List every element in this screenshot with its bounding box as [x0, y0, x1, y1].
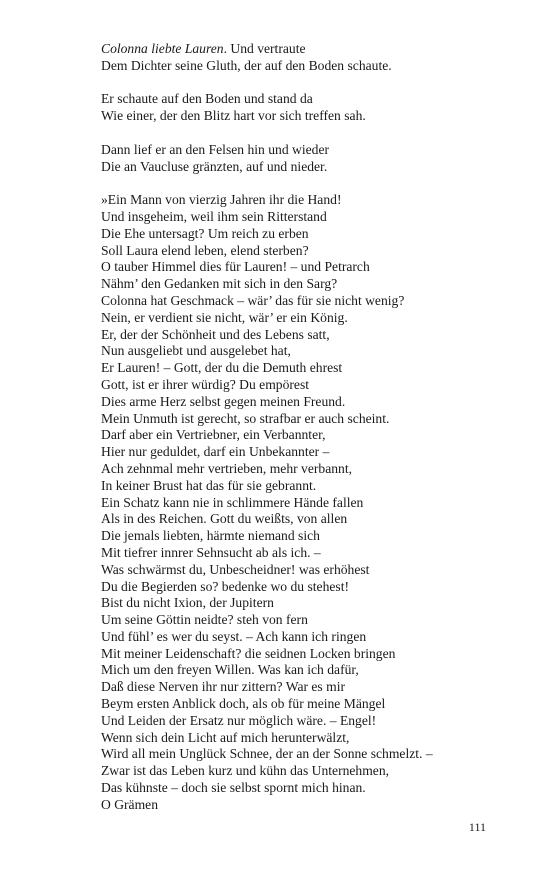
poem-line: Die Ehe untersagt? Um reich zu erben — [101, 225, 309, 241]
poem-line: Wenn sich dein Licht auf mich herunterwälzt, — [101, 729, 350, 745]
poem-line: Dies arme Herz selbst gegen meinen Freund. — [101, 393, 346, 409]
poem-line: Soll Laura elend leben, elend sterben? — [101, 242, 309, 258]
poem-line: Er, der der Schönheit und des Lebens satt, — [101, 326, 330, 342]
poem-line: Wie einer, der den Blitz hart vor sich treffen sah. — [101, 108, 366, 124]
poem-line: Darf aber ein Vertriebner, ein Verbannter, — [101, 427, 326, 443]
poem-line: Zwar ist das Leben kurz und kühn das Unternehmen, — [101, 763, 390, 779]
poem-line: Dann lief er an den Felsen hin und wieder — [101, 141, 330, 157]
poem-line: Colonna hat Geschmack – wär’ das für sie nicht wenig? — [101, 292, 405, 308]
stanza — [101, 142, 541, 176]
poem-line: Und insgeheim, weil ihm sein Ritterstand — [101, 208, 327, 224]
poem-line — [101, 41, 541, 58]
poem-line: Nähm’ den Gedanken mit sich in den Sarg? — [101, 276, 338, 292]
poem-line: Du die Begierden so? bedenke wo du stehest! — [101, 578, 350, 594]
poem-line: Nein, er verdient sie nicht, wär’ er ein König. — [101, 309, 348, 325]
poem-line: Um seine Göttin neidte? steh von fern — [101, 612, 308, 628]
poem-line: Mich um den freyen Willen. Was kan ich dafür, — [101, 662, 359, 678]
poem-line: Was schwärmst du, Unbescheidner! was erhöhest — [101, 561, 370, 577]
poem-text — [101, 41, 541, 830]
poem-line: Mein Unmuth ist gerecht, so strafbar er auch scheint. — [101, 410, 390, 426]
poem-line: Beym ersten Anblick doch, als ob für meine Mängel — [101, 696, 386, 712]
poem-line: »Ein Mann von vierzig Jahren ihr die Hand! — [101, 192, 342, 208]
stanza — [101, 192, 541, 813]
poem-line: Ach zehnmal mehr vertrieben, mehr verbannt, — [101, 460, 352, 476]
poem-line: Die an Vaucluse gränzten, auf und nieder. — [101, 158, 328, 174]
poem-line: Er Lauren! – Gott, der du die Demuth ehrest — [101, 360, 343, 376]
poem-line: O Grämen — [101, 796, 158, 812]
line-rest: . Und vertraute — [223, 41, 306, 56]
poem-line: Mit tiefrer innrer Sehnsucht ab als ich. – — [101, 544, 321, 560]
poem-line: Bist du nicht Ixion, der Jupitern — [101, 595, 274, 611]
poem-line: Dem Dichter seine Gluth, der auf den Boden schaute. — [101, 57, 392, 73]
poem-line: O tauber Himmel dies für Lauren! – und Petrarch — [101, 259, 370, 275]
poem-line: Als in des Reichen. Gott du weißts, von allen — [101, 511, 348, 527]
poem-line: Das kühnste – doch sie selbst spornt mich hinan. — [101, 780, 366, 796]
poem-line: Und fühl’ es wer du seyst. – Ach kann ich ringen — [101, 628, 367, 644]
poem-line: In keiner Brust hat das für sie gebrannt. — [101, 477, 317, 493]
poem-line: Hier nur geduldet, darf ein Unbekannter – — [101, 444, 330, 460]
poem-line: Er schaute auf den Boden und stand da — [101, 91, 313, 107]
poem-line: Die jemals liebten, härmte niemand sich — [101, 528, 320, 544]
page-number: 111 — [468, 820, 486, 834]
poem-line: Daß diese Nerven ihr nur zittern? War es mir — [101, 679, 346, 695]
poem-line: Ein Schatz kann nie in schlimmere Hände fallen — [101, 494, 364, 510]
italic-name: Colonna liebte Lauren — [101, 41, 224, 56]
stanza — [101, 91, 541, 125]
poem-line: Mit meiner Leidenschaft? die seidnen Locken bringen — [101, 645, 396, 661]
poem-line: Nun ausgeliebt und ausgelebet hat, — [101, 343, 291, 359]
poem-line: Gott, ist er ihrer würdig? Du empörest — [101, 376, 310, 392]
poem-line: Und Leiden der Ersatz nur möglich wäre. – Engel! — [101, 712, 377, 728]
poem-line: Wird all mein Unglück Schnee, der an der Sonne schmelzt. – — [101, 746, 433, 762]
stanza — [101, 41, 541, 75]
